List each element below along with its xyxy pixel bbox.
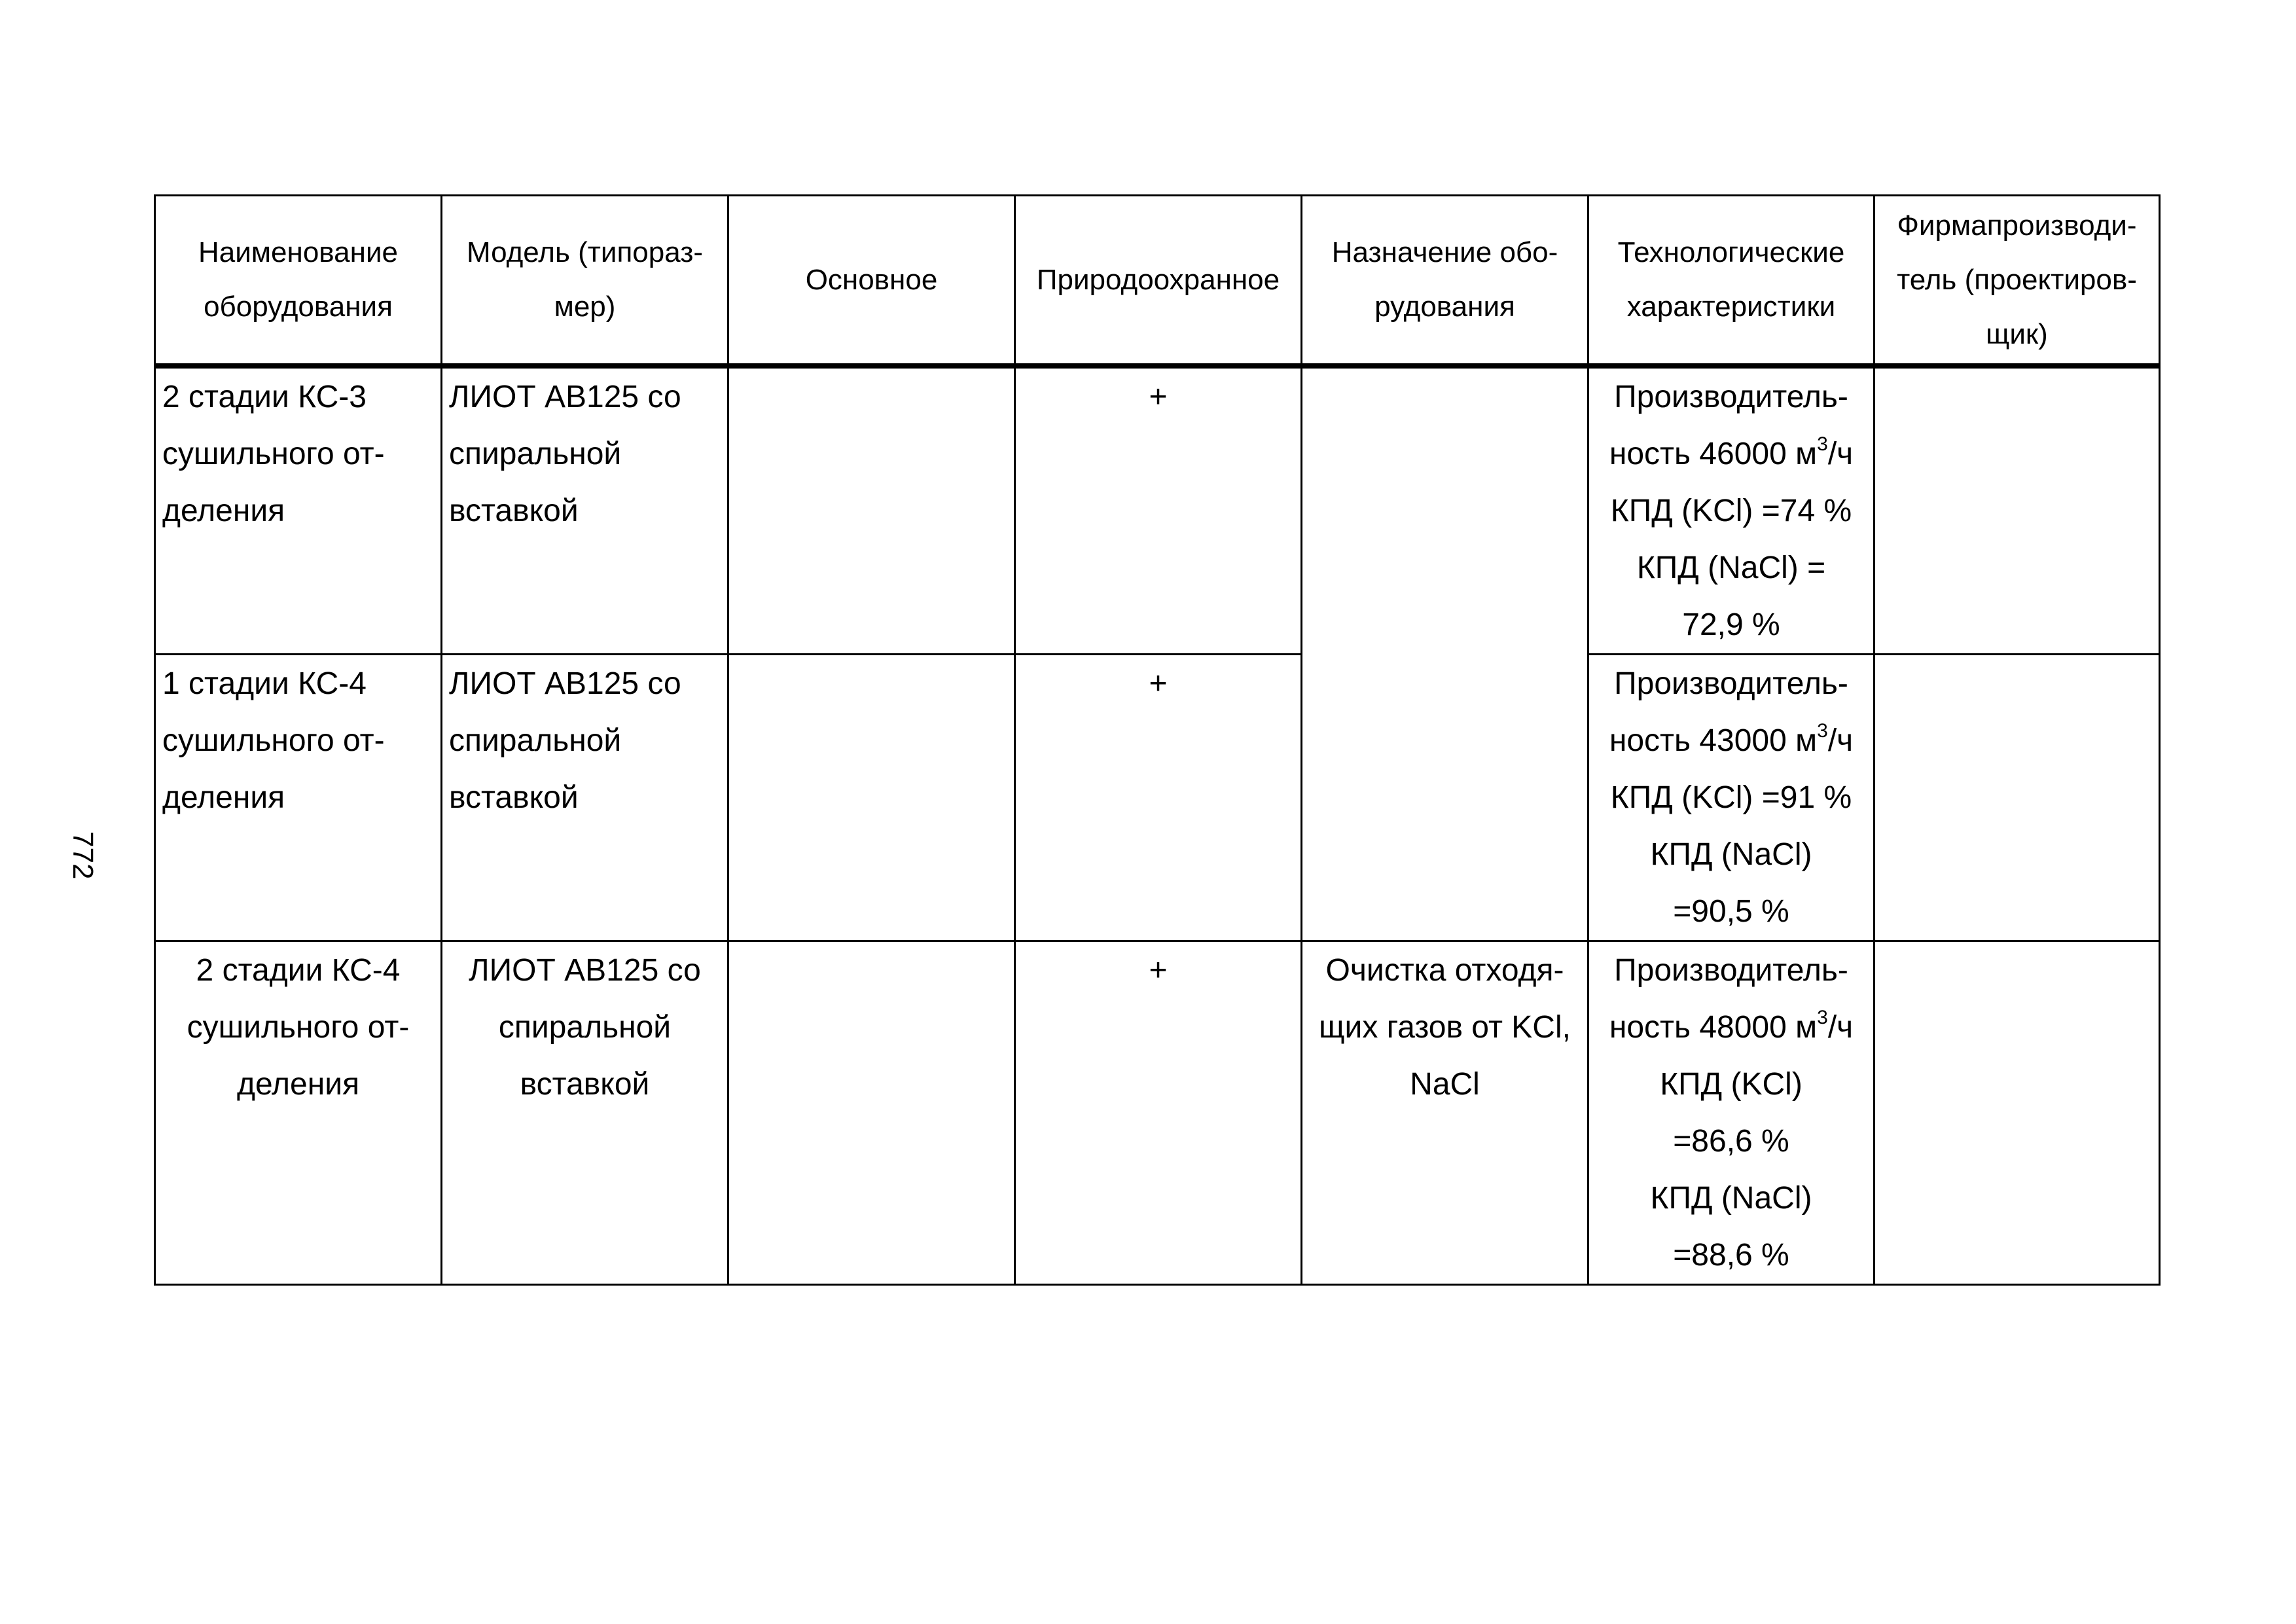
- header-tech: Технологические характеристики: [1588, 196, 1874, 366]
- equipment-table: [154, 194, 2161, 1286]
- table-row: [155, 941, 2160, 1284]
- cell-maker: [1874, 941, 2160, 1284]
- cell-maker: [1874, 654, 2160, 941]
- cell-name: 2 стадии КС-3 сушильного от- деления: [155, 366, 442, 655]
- header-purpose: Назначение обо- рудования: [1302, 196, 1588, 366]
- page-number: 772: [67, 831, 99, 880]
- cell-main: [728, 654, 1015, 941]
- cell-tech: Производитель- ность 43000 $м^3/ч$ КПД (KCl) =91 % КПД (NaCl) =90,5 %: [1588, 654, 1874, 941]
- header-main: Основное: [728, 196, 1015, 366]
- header-name: Наименование оборудования: [155, 196, 442, 366]
- table-row: [155, 366, 2160, 655]
- cell-eco: +: [1015, 941, 1302, 1284]
- cell-purpose: [1302, 366, 1588, 941]
- cell-name: 1 стадии КС-4 сушильного от- деления: [155, 654, 442, 941]
- cell-purpose: Очистка отходя- щих газов от KCl, NaCl: [1302, 941, 1588, 1284]
- header-model: Модель (типораз- мер): [442, 196, 728, 366]
- cell-main: [728, 941, 1015, 1284]
- table-header: [155, 196, 2160, 366]
- cell-model: ЛИОТ АВ125 со спиральной вставкой: [442, 366, 728, 655]
- cell-tech: Производитель- ность 46000 $м^3/ч$ КПД (KCl) =74 % КПД (NaCl) = 72,9 %: [1588, 366, 1874, 655]
- header-eco: Природоохранное: [1015, 196, 1302, 366]
- table-row: [155, 654, 2160, 941]
- cell-model: ЛИОТ АВ125 со спиральной вставкой: [442, 941, 728, 1284]
- cell-eco: +: [1015, 366, 1302, 655]
- cell-name: 2 стадии КС-4 сушильного от- деления: [155, 941, 442, 1284]
- cell-maker: [1874, 366, 2160, 655]
- cell-eco: +: [1015, 654, 1302, 941]
- header-maker: Фирмапроизводи- тель (проектиров- щик): [1874, 196, 2160, 366]
- cell-model: ЛИОТ АВ125 со спиральной вставкой: [442, 654, 728, 941]
- cell-main: [728, 366, 1015, 655]
- cell-tech: Производитель- ность 48000 $м^3/ч$ КПД (KCl) =86,6 % КПД (NaCl) =88,6 %: [1588, 941, 1874, 1284]
